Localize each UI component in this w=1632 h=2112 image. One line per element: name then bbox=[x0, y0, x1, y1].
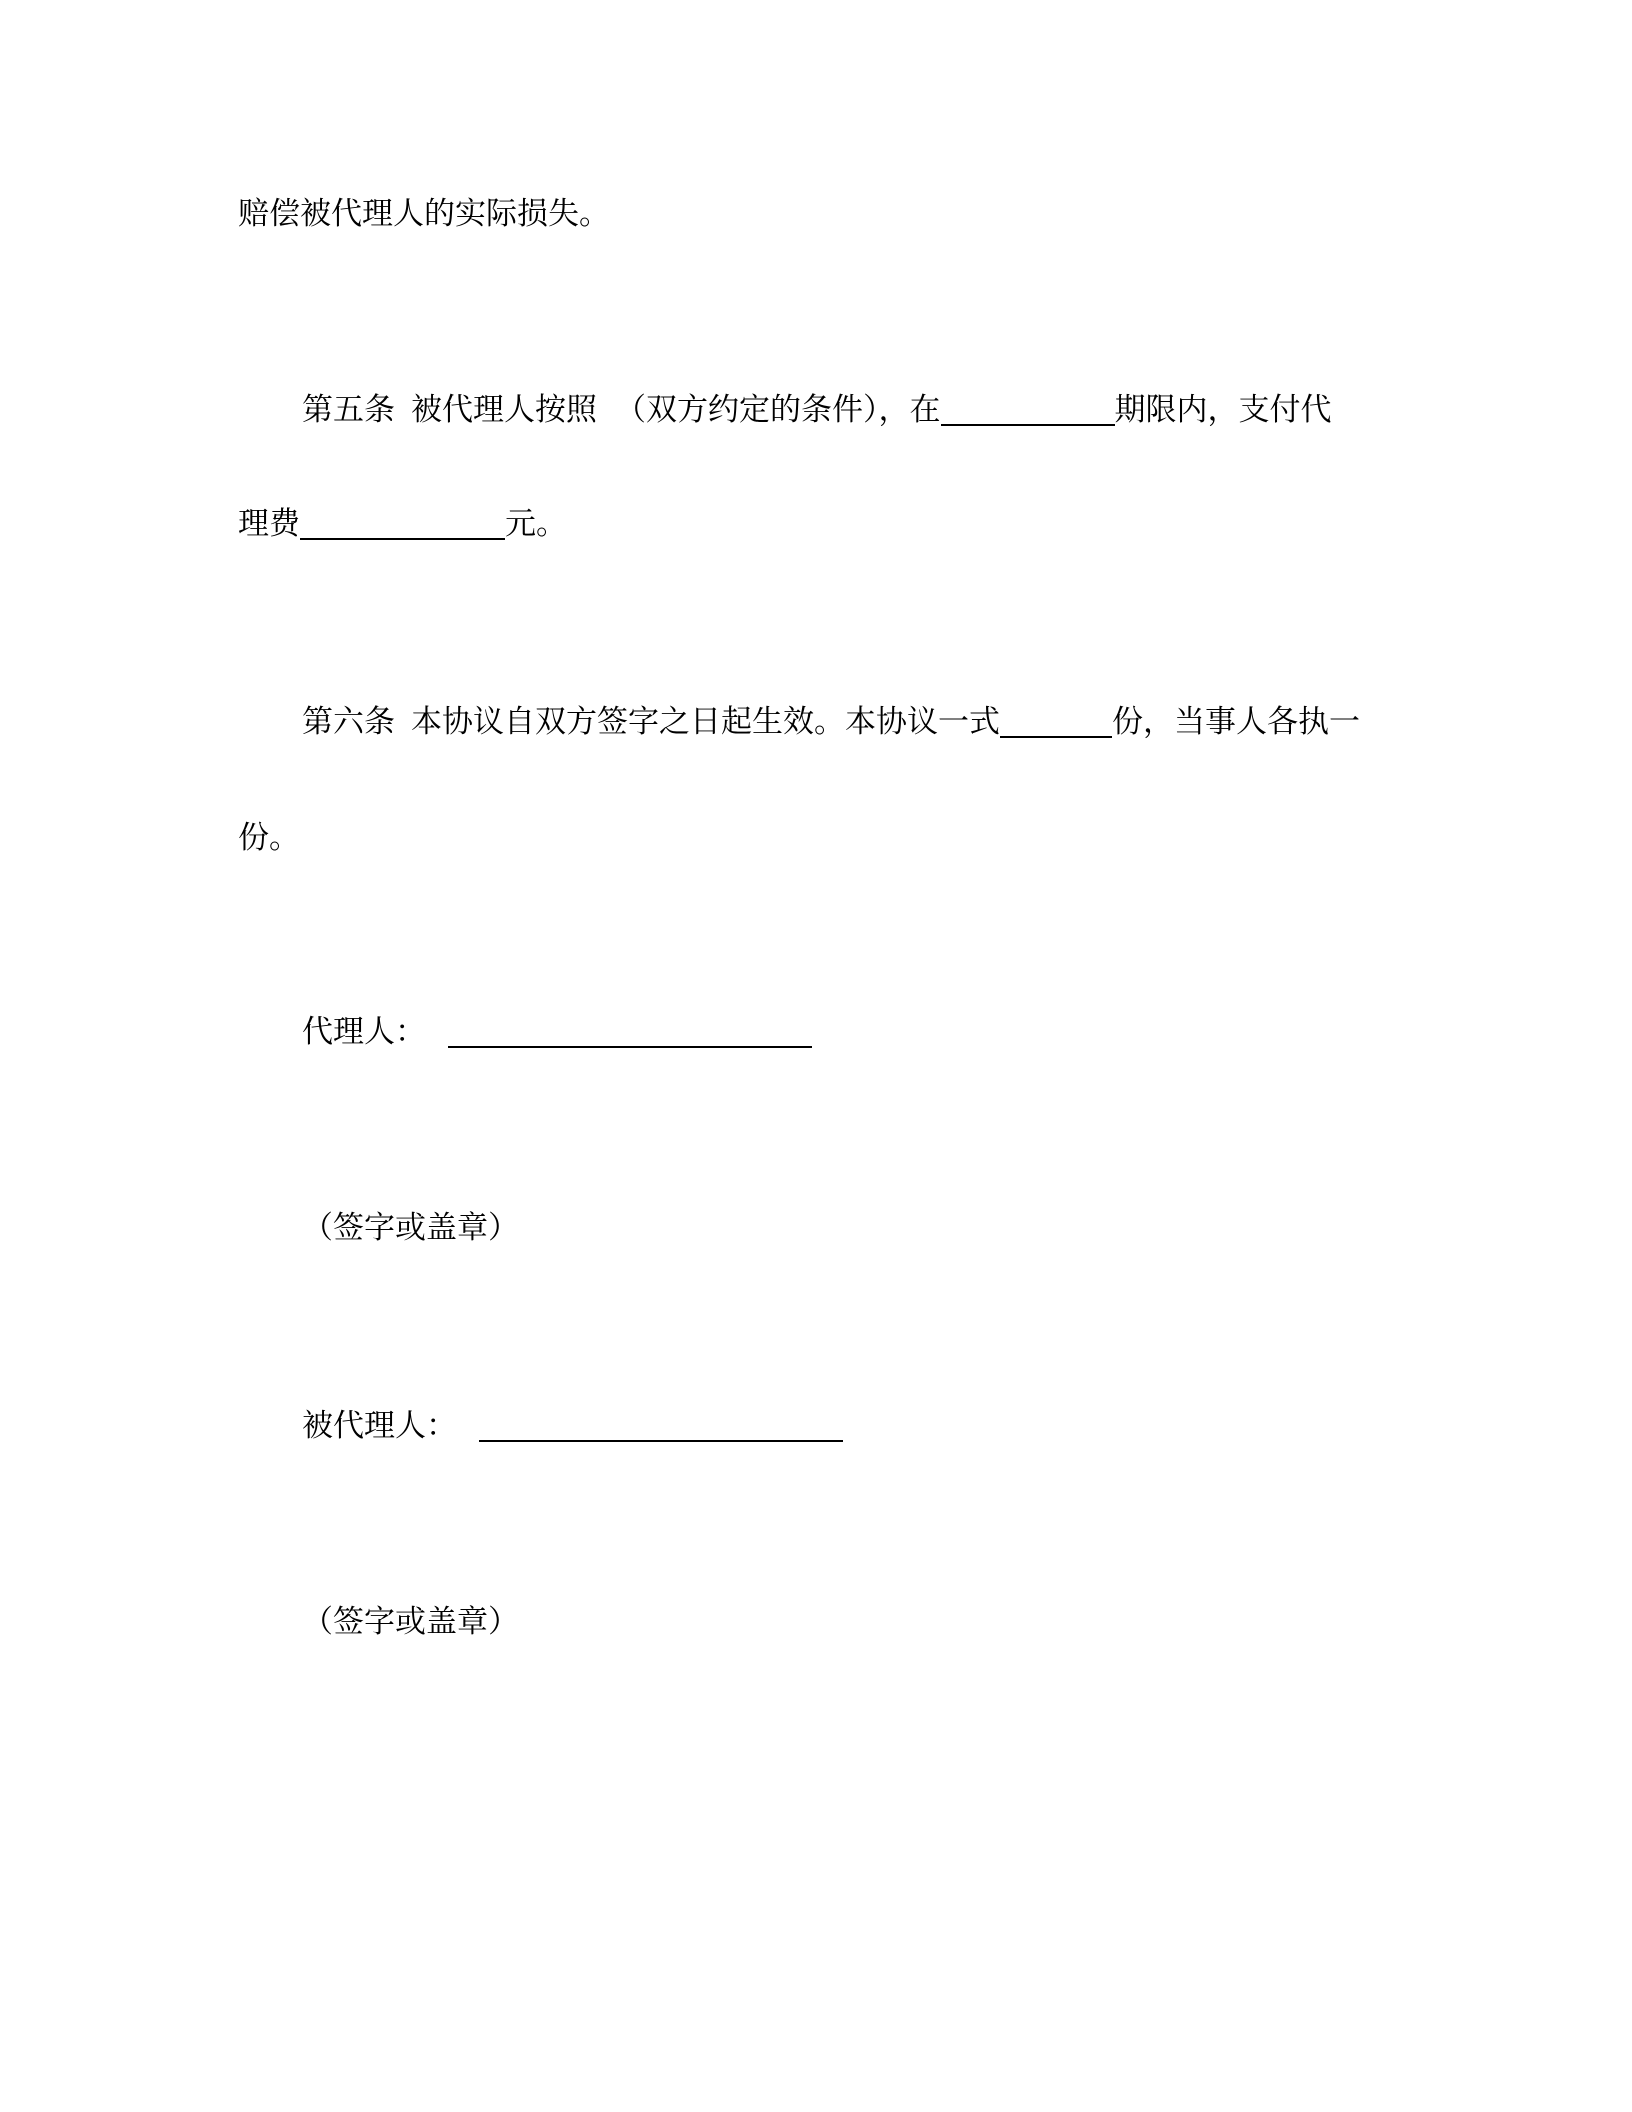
article-5-line-1 bbox=[302, 390, 1332, 430]
principal-label: 被代理人： bbox=[302, 1408, 457, 1444]
article-6-text-a: 本协议自双方签字之日起生效。本协议一式 bbox=[411, 704, 1000, 740]
agent-label: 代理人： bbox=[302, 1014, 426, 1050]
article-5-text-a: 被代理人按照 bbox=[411, 392, 597, 428]
article-5-line-2 bbox=[238, 504, 567, 544]
article-6-line-2 bbox=[238, 818, 300, 858]
agent-sign-note-line bbox=[302, 1208, 519, 1248]
article-6-text-c: 份。 bbox=[238, 820, 300, 856]
paragraph-continuation bbox=[238, 194, 610, 234]
agent-signature-blank[interactable] bbox=[448, 1014, 812, 1048]
agent-signature-line bbox=[302, 1012, 812, 1052]
article-6-label: 第六条 bbox=[302, 704, 395, 740]
article-6-line-1 bbox=[302, 702, 1360, 742]
article-6-text-b: 份，当事人各执一 bbox=[1112, 704, 1360, 740]
article-5-text-e: 元。 bbox=[505, 506, 567, 542]
copies-blank[interactable] bbox=[1000, 704, 1112, 738]
period-blank[interactable] bbox=[941, 392, 1115, 426]
fee-amount-blank[interactable] bbox=[300, 506, 505, 540]
compensation-text: 赔偿被代理人的实际损失。 bbox=[238, 196, 610, 232]
article-5-text-d: 理费 bbox=[238, 506, 300, 542]
article-5-label: 第五条 bbox=[302, 392, 395, 428]
principal-signature-blank[interactable] bbox=[479, 1408, 843, 1442]
principal-signature-line bbox=[302, 1406, 843, 1446]
article-5-text-b: （双方约定的条件），在 bbox=[615, 392, 941, 428]
principal-sign-note-line bbox=[302, 1602, 519, 1642]
article-5-text-c: 期限内，支付代 bbox=[1114, 392, 1332, 428]
agent-sign-note: （签字或盖章） bbox=[302, 1210, 519, 1246]
principal-sign-note: （签字或盖章） bbox=[302, 1604, 519, 1640]
